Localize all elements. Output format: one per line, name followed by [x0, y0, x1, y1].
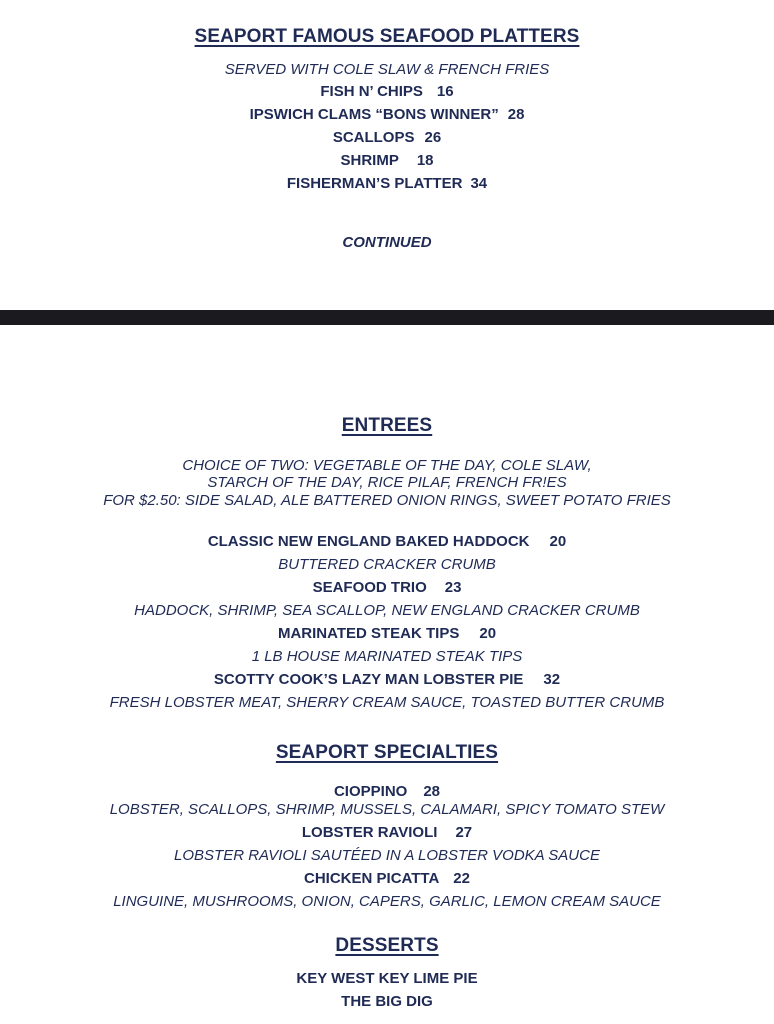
menu-item-name: FISH N’ CHIPS [320, 83, 423, 100]
menu-item-desc: HADDOCK, SHRIMP, SEA SCALLOP, NEW ENGLAND CRACKER CRUMB [134, 602, 640, 619]
menu-item [0, 129, 774, 146]
desserts-heading: DESSERTS [335, 935, 439, 956]
continued-label: CONTINUED [342, 234, 432, 251]
specialties-heading: SEAPORT SPECIALTIES [275, 742, 499, 763]
menu-item-price: 34 [470, 175, 488, 192]
menu-item [0, 783, 774, 800]
menu-item-name: KEY WEST KEY LIME PIE [296, 970, 478, 987]
menu-item-price: 18 [416, 152, 434, 169]
menu-item-name: SEAFOOD TRIO [312, 579, 427, 596]
menu-item [0, 870, 774, 887]
menu-item-desc: LOBSTER, SCALLOPS, SHRIMP, MUSSELS, CALAMARI, SPICY TOMATO STEW [109, 801, 665, 818]
menu-item-desc: LINGUINE, MUSHROOMS, ONION, CAPERS, GARLIC, LEMON CREAM SAUCE [113, 893, 661, 910]
page-divider [0, 310, 774, 325]
menu-item-price: 23 [444, 579, 462, 596]
menu-item-name: CHICKEN PICATTA [304, 870, 440, 887]
menu-item-name: THE BIG DIG [341, 993, 433, 1010]
menu-item [0, 106, 774, 123]
menu-item [0, 533, 774, 550]
menu-item-name: CIOPPINO [333, 783, 408, 800]
platters-heading: SEAPORT FAMOUS SEAFOOD PLATTERS [194, 26, 580, 47]
menu-item-price: 32 [543, 671, 561, 688]
menu-item-desc: LOBSTER RAVIOLI SAUTÉED IN A LOBSTER VODKA SAUCE [174, 847, 600, 864]
menu-item-name: IPSWICH CLAMS “BONS WINNER” [249, 106, 499, 123]
entrees-heading: ENTREES [341, 415, 433, 436]
menu-item-desc: 1 LB HOUSE MARINATED STEAK TIPS [251, 648, 523, 665]
entrees-choice-line: CHOICE OF TWO: VEGETABLE OF THE DAY, COLE SLAW, [182, 457, 592, 474]
menu-item-price: 26 [424, 129, 442, 146]
menu-item-name: LOBSTER RAVIOLI [301, 824, 438, 841]
menu-item [0, 175, 774, 192]
menu-item [0, 83, 774, 100]
menu-item [0, 824, 774, 841]
menu-item-desc: FRESH LOBSTER MEAT, SHERRY CREAM SAUCE, TOASTED BUTTER CRUMB [109, 694, 665, 711]
platters-subtitle: SERVED WITH COLE SLAW & FRENCH FRIES [224, 61, 550, 78]
menu-item-price: 28 [507, 106, 525, 123]
menu-item-price: 28 [423, 783, 441, 800]
menu-item [0, 625, 774, 642]
menu-item-price: 20 [549, 533, 567, 550]
menu-item [0, 671, 774, 688]
entrees-choice-line: FOR $2.50: SIDE SALAD, ALE BATTERED ONION RINGS, SWEET POTATO FRIES [103, 492, 671, 509]
entrees-choice-line: STARCH OF THE DAY, RICE PILAF, FRENCH FR!ES [207, 474, 567, 491]
menu-item [0, 970, 774, 987]
menu-item-name: FISHERMAN’S PLATTER [286, 175, 463, 192]
menu-item-price: 27 [455, 824, 473, 841]
menu-item-desc: BUTTERED CRACKER CRUMB [278, 556, 496, 573]
menu-item-price: 22 [453, 870, 470, 887]
menu-item-name: SHRIMP [340, 152, 399, 169]
menu-item-price: 16 [436, 83, 454, 100]
menu-item-name: MARINATED STEAK TIPS [277, 625, 460, 642]
menu-item-name: SCOTTY COOK’S LAZY MAN LOBSTER PIE [213, 671, 524, 688]
menu-item [0, 152, 774, 169]
menu-item-name: SCALLOPS [332, 129, 415, 146]
menu-item [0, 579, 774, 596]
menu-item-price: 20 [479, 625, 497, 642]
menu-item-name: CLASSIC NEW ENGLAND BAKED HADDOCK [207, 533, 530, 550]
menu-item [0, 993, 774, 1010]
